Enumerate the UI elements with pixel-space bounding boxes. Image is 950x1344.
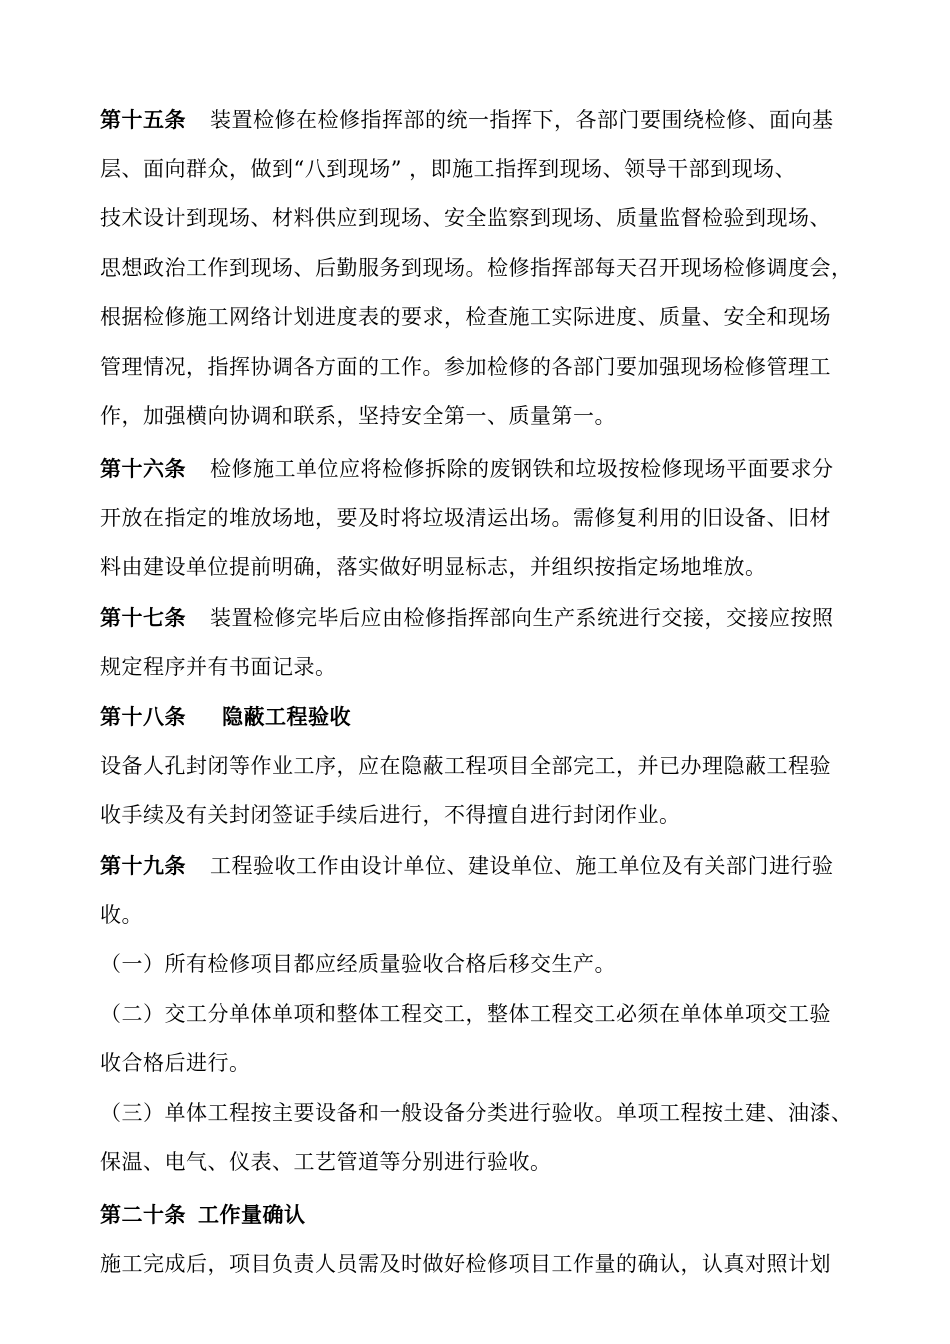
article-19-line: 工程验收工作由设计单位、建设单位、施工单位及有关部门进行验: [210, 854, 834, 878]
article-17-line: 装置检修完毕后应由检修指挥部向生产系统进行交接，交接应按照: [210, 606, 834, 630]
article-20-line: 施工完成后，项目负责人员需及时做好检修项目工作量的确认，认真对照计划: [100, 1251, 831, 1276]
article-19-line: 收。: [100, 902, 143, 927]
article-19-item-2-cont: 收合格后进行。: [100, 1051, 251, 1075]
article-15-line: 根据检修施工网络计划进度表的要求，检查施工实际进度、质量、安全和现场: [100, 305, 831, 329]
article-18: [100, 692, 870, 841]
article-20: [100, 1190, 870, 1289]
article-20-heading: 第二十条: [100, 1202, 186, 1227]
article-15: [100, 95, 870, 442]
article-19: [100, 841, 870, 1188]
article-19-item-2: （二）交工分单体单项和整体工程交工，整体工程交工必须在单体单项交工验: [100, 1001, 831, 1026]
article-16-line: 检修施工单位应将检修拆除的废钢铁和垃圾按检修现场平面要求分: [210, 457, 834, 481]
article-19-heading: 第十九条: [100, 853, 186, 878]
article-16-line: 开放在指定的堆放场地，要及时将垃圾清运出场。需修复利用的旧设备、旧材: [100, 505, 831, 530]
article-17: [100, 593, 870, 692]
article-19-item-3-cont: 保温、电气、仪表、工艺管道等分别进行验收。: [100, 1150, 552, 1174]
article-18-subtitle: 隐蔽工程验收: [222, 704, 351, 729]
article-15-line: 作，加强横向协调和联系，坚持安全第一、质量第一。: [100, 404, 616, 428]
article-15-line: 层、面向群众，做到“八到现场” ，即施工指挥到现场、领导干部到现场、: [100, 156, 797, 181]
article-18-line: 设备人孔封闭等作业工序，应在隐蔽工程项目全部完工，并已办理隐蔽工程验: [100, 753, 831, 778]
article-19-item-1: （一）所有检修项目都应经质量验收合格后移交生产。: [100, 952, 616, 976]
article-18-line: 收手续及有关封闭签证手续后进行，不得擅自进行封闭作业。: [100, 803, 681, 827]
article-20-subtitle: 工作量确认: [198, 1202, 306, 1227]
article-15-line: 思想政治工作到现场、后勤服务到现场。检修指挥部每天召开现场检修调度会，: [100, 255, 853, 280]
article-17-line: 规定程序并有书面记录。: [100, 654, 337, 679]
article-19-item-3: （三）单体工程按主要设备和一般设备分类进行验收。单项工程按土建、油漆、: [100, 1100, 853, 1125]
article-15-line: 管理情况，指挥协调各方面的工作。参加检修的各部门要加强现场检修管理工: [100, 354, 831, 379]
article-16: [100, 444, 870, 593]
article-17-heading: 第十七条: [100, 605, 186, 630]
article-18-heading: 第十八条: [100, 704, 186, 729]
article-16-line: 料由建设单位提前明确，落实做好明显标志，并组织按指定场地堆放。: [100, 555, 767, 579]
article-15-line: 技术设计到现场、材料供应到现场、安全监察到现场、质量监督检验到现场、: [100, 206, 831, 230]
article-16-heading: 第十六条: [100, 456, 186, 481]
article-15-line: 装置检修在检修指挥部的统一指挥下，各部门要围绕检修、面向基: [210, 108, 834, 132]
article-15-heading: 第十五条: [100, 107, 186, 132]
